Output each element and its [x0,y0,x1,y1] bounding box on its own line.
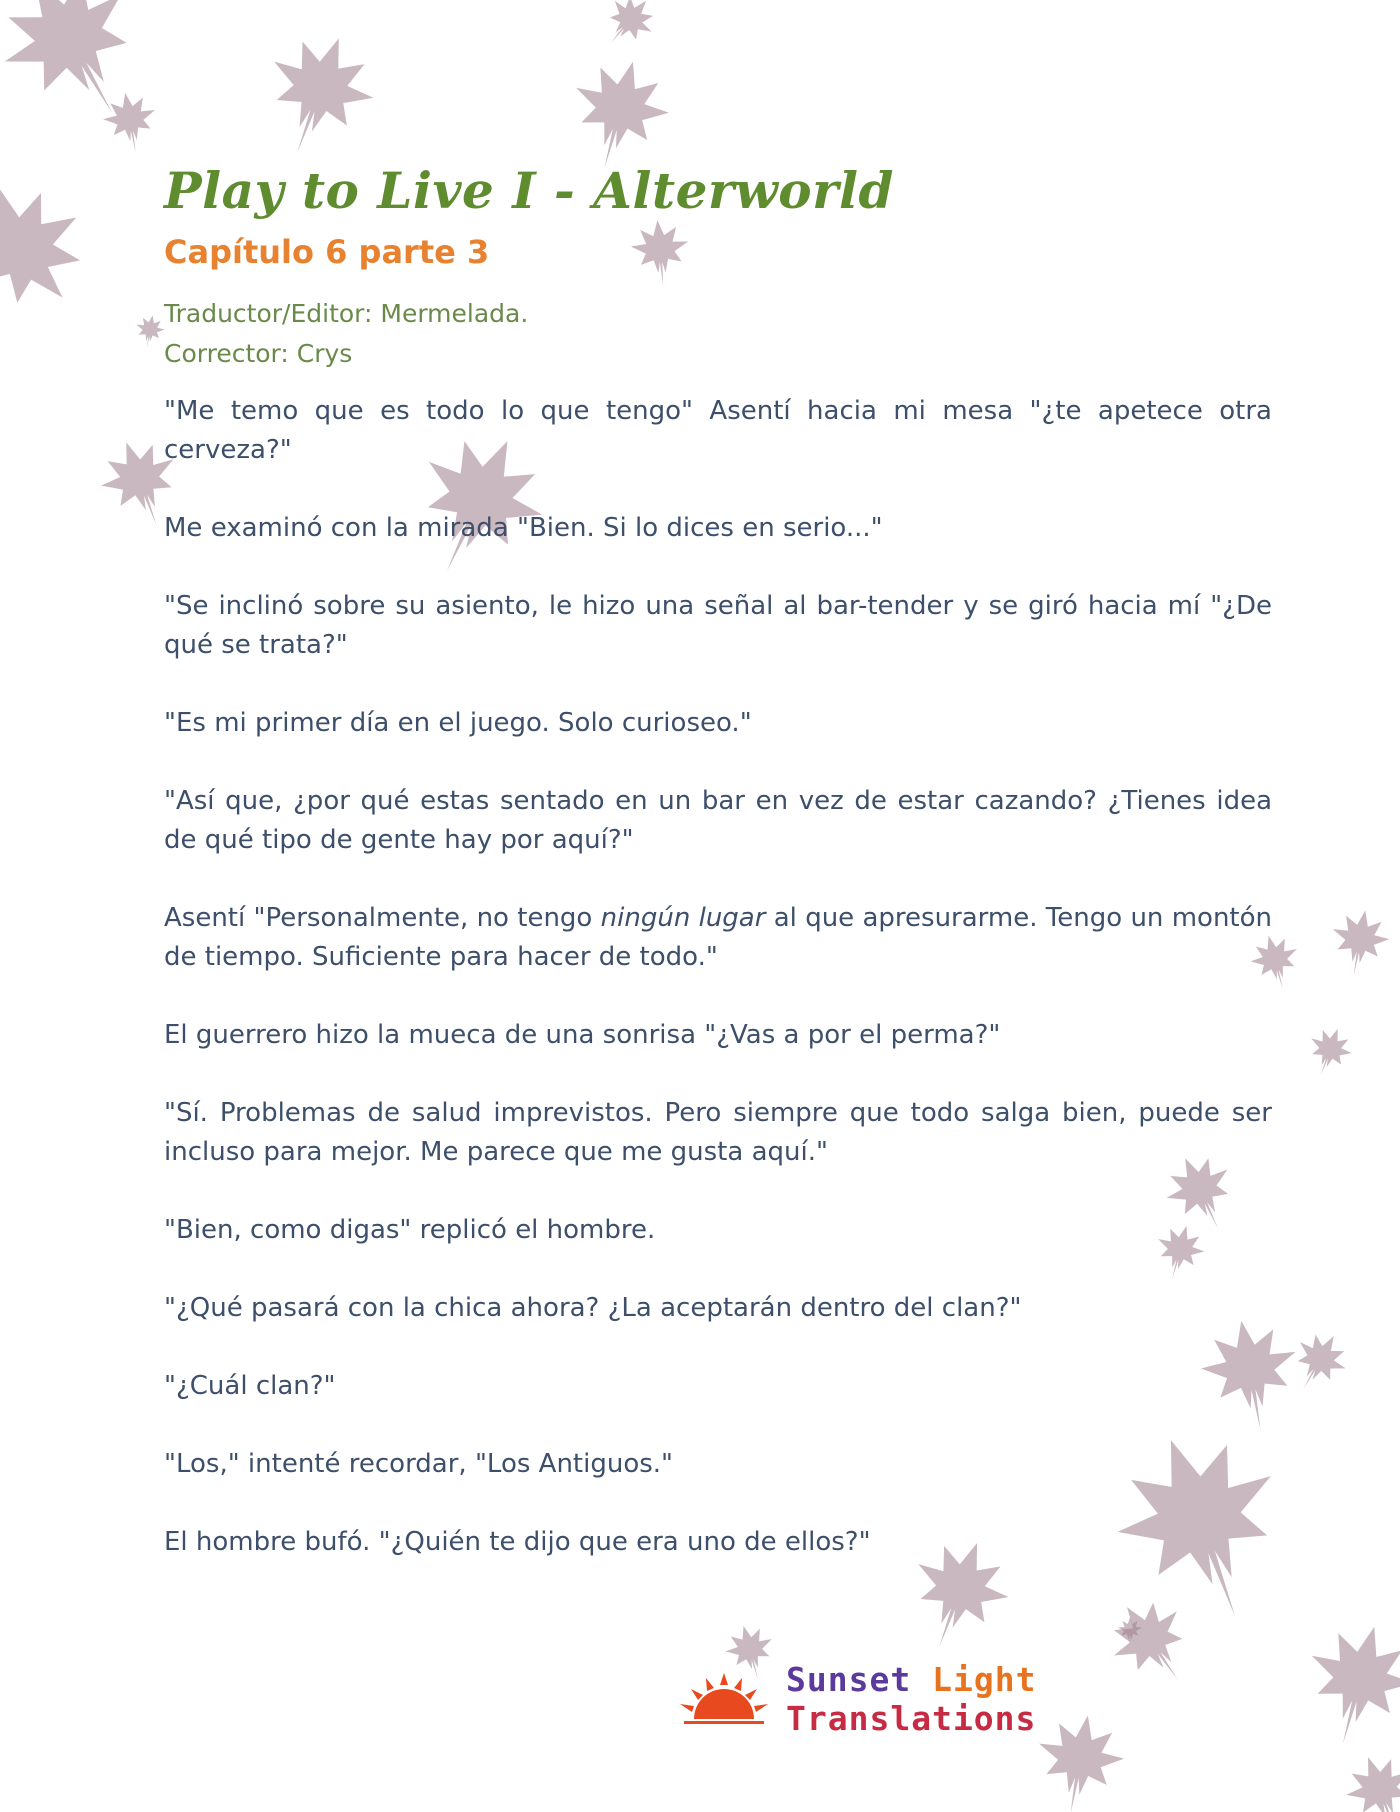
leaf-icon [1325,905,1393,980]
paragraph: "¿Qué pasará con la chica ahora? ¿La aceptarán dentro del clan?" [164,1293,1022,1323]
paragraph: "Así que, ¿por qué estas sentado en un bar en vez de estar cazando? ¿Tienes idea de qué tipo de gente hay por aquí?" [164,786,1272,855]
document-body [164,160,1272,1562]
brand-name [786,1660,1276,1738]
brand-word: Light [932,1660,1037,1699]
paragraph: Me examinó con la mirada "Bien. Si lo dices en serio..." [164,513,883,543]
paragraph-text: al que apresurarme. Tengo un montón de tiempo. Suficiente para hacer de todo." [164,903,1273,972]
footer-logo [676,1660,1276,1738]
leaf-icon [248,20,389,170]
leaf-icon [1336,1746,1400,1812]
paragraph: "Se inclinó sobre su asiento, le hizo una señal al bar-tender y se giró hacia mí "¿De qué se trata?" [164,591,1272,660]
brand-word: Translations [786,1699,1037,1738]
leaf-icon [99,88,162,157]
paragraph [164,899,1272,977]
leaf-icon [592,0,664,58]
leaf-icon [1292,1613,1400,1757]
paragraph: El guerrero hizo la mueca de una sonrisa "¿Vas a por el perma?" [164,1020,1001,1050]
brand-word: Sunset [786,1660,912,1699]
proofreader-credit: Corrector: Crys [164,339,353,368]
paragraph: "Bien, como digas" replicó el hombre. [164,1215,656,1245]
paragraph: "¿Cuál clan?" [164,1371,336,1401]
translator-credit: Traductor/Editor: Mermelada. [164,299,529,328]
chapter-heading: Capítulo 6 parte 3 [164,233,490,271]
paragraph: El hombre bufó. "¿Quién te dijo que era uno de ellos?" [164,1527,871,1557]
paragraph: "Me temo que es todo lo que tengo" Asentí hacia mi mesa "¿te apetece otra cerveza?" [164,396,1272,465]
paragraph: "Sí. Problemas de salud imprevistos. Pero siempre que todo salga bien, puede ser incluso para mejor. Me parece que me gusta aquí." [164,1098,1272,1167]
sunset-icon [676,1669,772,1729]
emphasis-text: ningún lugar [600,903,766,933]
paragraph: "Los," intenté recordar, "Los Antiguos." [164,1449,674,1479]
leaf-icon [1300,1021,1358,1082]
paragraph-text: Asentí "Personalmente, no tengo [164,903,601,933]
leaf-icon [0,163,107,343]
paragraph: "Es mi primer día en el juego. Solo curioseo." [164,708,752,738]
credits [164,294,1272,374]
leaf-icon [133,313,167,350]
document-title: Play to Live I - Alterworld [164,161,894,220]
leaf-icon [1281,1323,1357,1402]
